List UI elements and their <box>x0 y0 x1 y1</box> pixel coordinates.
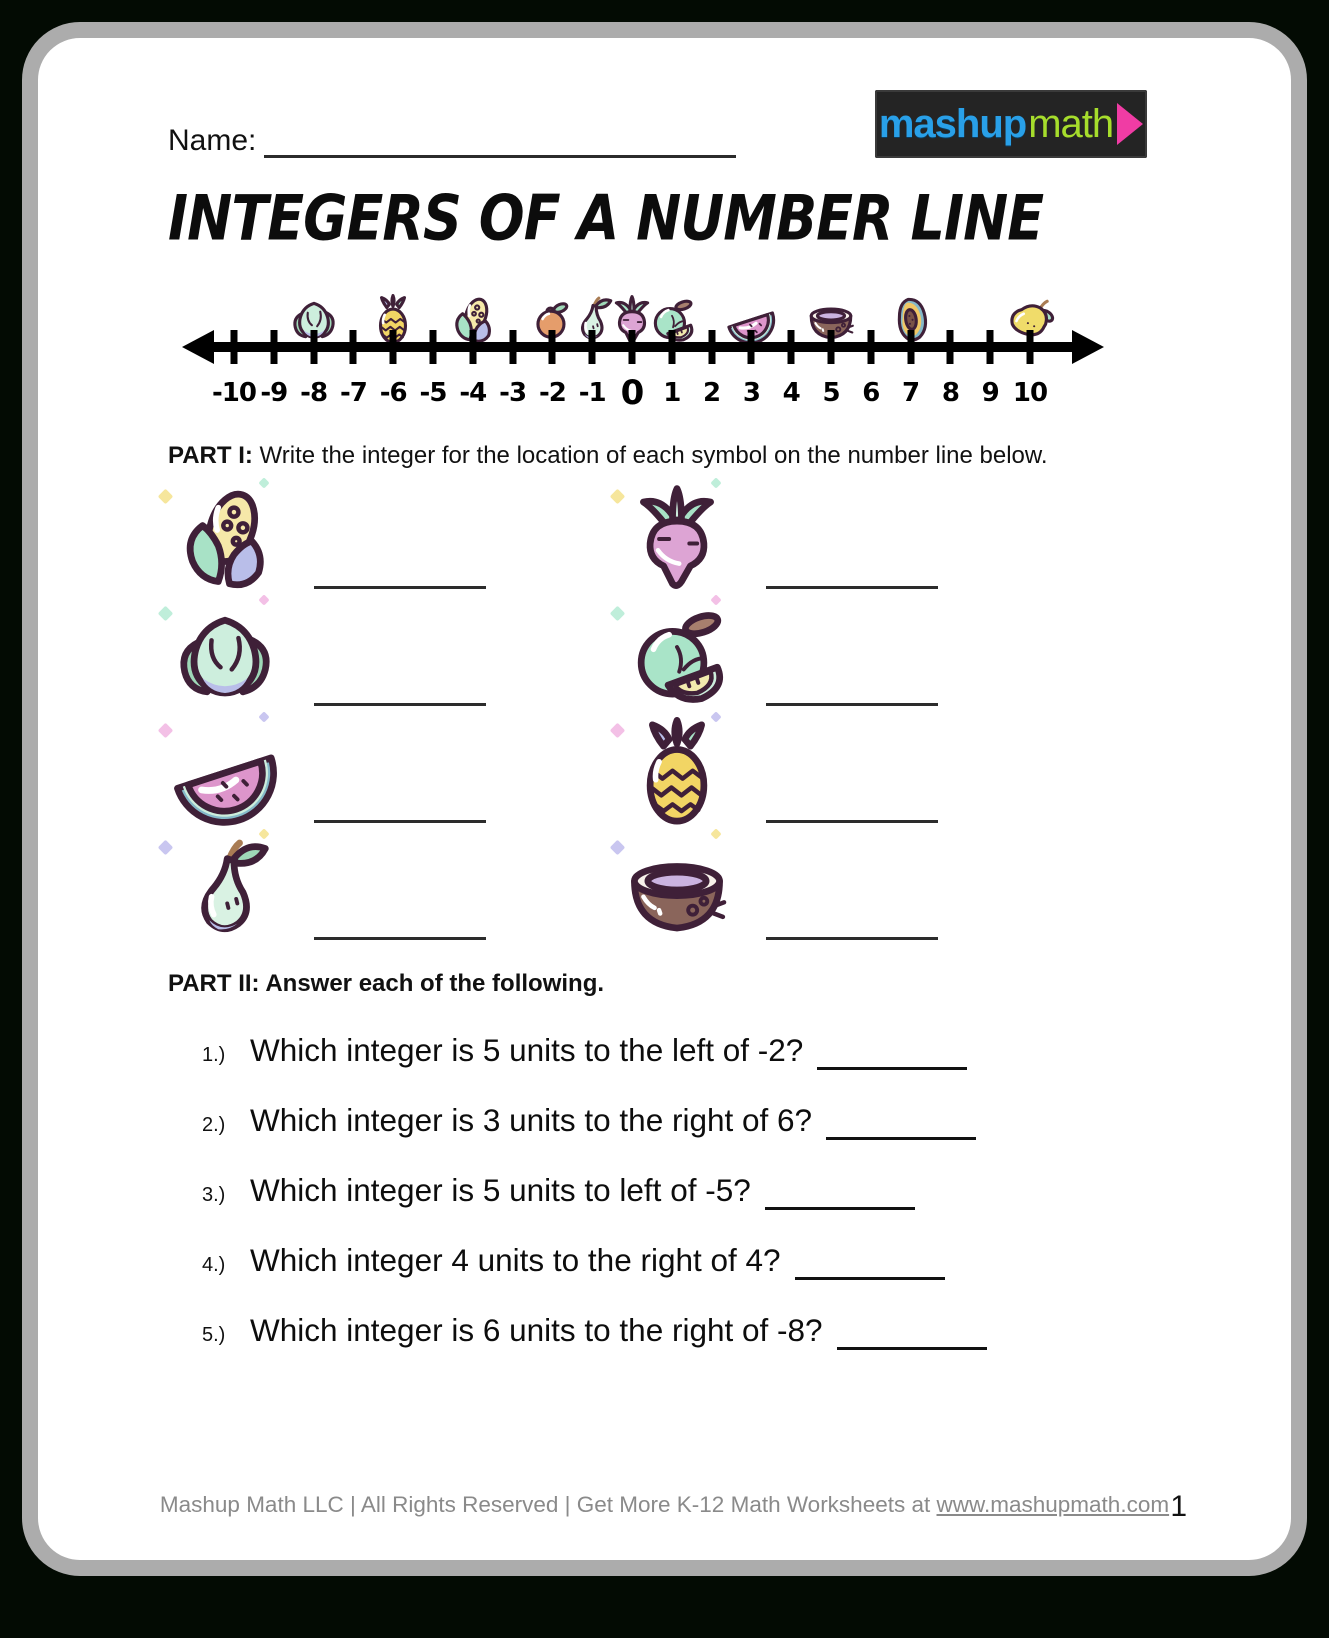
pear-icon <box>168 834 282 946</box>
question-text: Which integer is 3 units to the right of 6? <box>250 1102 813 1138</box>
part1-left-column <box>168 478 620 946</box>
tick-1 <box>668 330 675 364</box>
play-triangle-icon <box>1117 103 1143 145</box>
logo-word-math: math <box>1028 101 1114 146</box>
answer-line[interactable] <box>314 937 486 940</box>
part1-label: PART I: <box>168 442 253 469</box>
mashupmath-logo <box>875 90 1147 158</box>
tick-label-6: 6 <box>862 378 880 408</box>
part1-right-column <box>620 478 1161 946</box>
tick-label-9: 9 <box>981 378 999 408</box>
question-row-5 <box>168 1312 1161 1356</box>
number-line-labels <box>212 373 1048 414</box>
radish-icon <box>620 483 734 595</box>
question-number: 4.) <box>202 1254 226 1276</box>
coconut-icon <box>620 834 734 946</box>
answer-line[interactable] <box>765 1207 915 1210</box>
page-number: 1 <box>1170 1490 1187 1523</box>
part2-heading: PART II: Answer each of the following. <box>168 970 605 997</box>
tick-label-7: 7 <box>902 378 920 408</box>
tick-label--9: -9 <box>260 378 288 408</box>
answer-line[interactable] <box>795 1277 945 1280</box>
tick-5 <box>828 330 835 364</box>
part1-row-melon <box>620 595 1161 712</box>
answer-line[interactable] <box>826 1137 976 1140</box>
cabbage-icon <box>168 600 282 712</box>
part1-row-watermelon <box>168 712 620 829</box>
tick-label--1: -1 <box>578 378 606 408</box>
tick-9 <box>987 330 994 364</box>
tick--1 <box>589 330 596 364</box>
tick-label-3: 3 <box>742 378 760 408</box>
tick-label--3: -3 <box>499 378 527 408</box>
part1-row-pear <box>168 829 620 946</box>
tick-2 <box>708 330 715 364</box>
name-input-line[interactable] <box>264 125 736 158</box>
watermelon-icon <box>168 717 282 829</box>
tick--4 <box>469 330 476 364</box>
pineapple-icon <box>620 717 734 829</box>
worksheet-page <box>22 22 1307 1576</box>
answer-line[interactable] <box>314 703 486 706</box>
tick-label-2: 2 <box>703 378 721 408</box>
tick--6 <box>390 330 397 364</box>
answer-line[interactable] <box>314 820 486 823</box>
answer-line[interactable] <box>766 703 938 706</box>
tick-3 <box>748 330 755 364</box>
tick-0 <box>629 330 636 364</box>
tick-label--8: -8 <box>300 378 328 408</box>
logo-word-mashup: mashup <box>878 101 1027 146</box>
part1-row-coconut <box>620 829 1161 946</box>
tick--10 <box>231 330 238 364</box>
question-number: 1.) <box>202 1044 226 1066</box>
answer-line[interactable] <box>766 586 938 589</box>
tick-4 <box>788 330 795 364</box>
answer-line[interactable] <box>837 1347 987 1350</box>
tick-label-10: 10 <box>1012 378 1048 408</box>
question-row-1 <box>168 1032 1161 1076</box>
footer <box>38 1492 1291 1518</box>
answer-line[interactable] <box>766 937 938 940</box>
question-number: 5.) <box>202 1324 226 1346</box>
tick-label-4: 4 <box>782 378 800 408</box>
footer-text: Mashup Math LLC | All Rights Reserved | Get More K-12 Math Worksheets at <box>159 1492 937 1517</box>
tick--2 <box>549 330 556 364</box>
tick-6 <box>867 330 874 364</box>
answer-line[interactable] <box>314 586 486 589</box>
answer-line[interactable] <box>766 820 938 823</box>
part1-row-cabbage <box>168 595 620 712</box>
number-line <box>184 286 1102 416</box>
question-text: Which integer is 5 units to the left of -2? <box>250 1032 804 1068</box>
tick--7 <box>350 330 357 364</box>
part1-row-corn <box>168 478 620 595</box>
tick-7 <box>907 330 914 364</box>
tick--5 <box>430 330 437 364</box>
question-text: Which integer is 5 units to left of -5? <box>250 1172 751 1208</box>
number-line-ticks <box>234 330 1030 364</box>
tick-10 <box>1027 330 1034 364</box>
part1-grid <box>168 478 1161 946</box>
name-label: Name: <box>168 124 257 157</box>
answer-line[interactable] <box>817 1067 967 1070</box>
page-title: INTEGERS OF A NUMBER LINE <box>168 181 1044 255</box>
footer-link[interactable]: www.mashupmath.com <box>936 1492 1170 1517</box>
melon-icon <box>620 600 734 712</box>
name-block <box>168 124 736 158</box>
question-number: 2.) <box>202 1114 226 1136</box>
tick-8 <box>947 330 954 364</box>
part1-row-pineapple <box>620 712 1161 829</box>
question-text: Which integer 4 units to the right of 4? <box>250 1242 781 1278</box>
question-row-4 <box>168 1242 1161 1286</box>
page-content <box>38 38 1291 1356</box>
tick-label--4: -4 <box>459 378 487 408</box>
corn-icon <box>168 483 282 595</box>
part1-heading <box>168 442 1161 470</box>
part2-questions <box>168 1032 1161 1356</box>
tick-label-5: 5 <box>822 378 840 408</box>
tick-label--6: -6 <box>379 378 407 408</box>
question-row-2 <box>168 1102 1161 1146</box>
tick--9 <box>270 330 277 364</box>
tick-label--5: -5 <box>419 378 447 408</box>
part1-instructions: Write the integer for the location of each symbol on the number line below. <box>252 442 1048 469</box>
part1-row-radish <box>620 478 1161 595</box>
tick-label--10: -10 <box>212 378 256 408</box>
tick--8 <box>310 330 317 364</box>
tick--3 <box>509 330 516 364</box>
question-number: 3.) <box>202 1184 226 1206</box>
tick-label-0: 0 <box>620 373 644 413</box>
tick-label-8: 8 <box>941 378 959 408</box>
tick-label-1: 1 <box>663 378 681 408</box>
question-row-3 <box>168 1172 1161 1216</box>
header-row <box>168 90 1161 158</box>
tick-label--7: -7 <box>339 378 367 408</box>
tick-label--2: -2 <box>538 378 566 408</box>
question-text: Which integer is 6 units to the right of -8? <box>250 1312 823 1348</box>
